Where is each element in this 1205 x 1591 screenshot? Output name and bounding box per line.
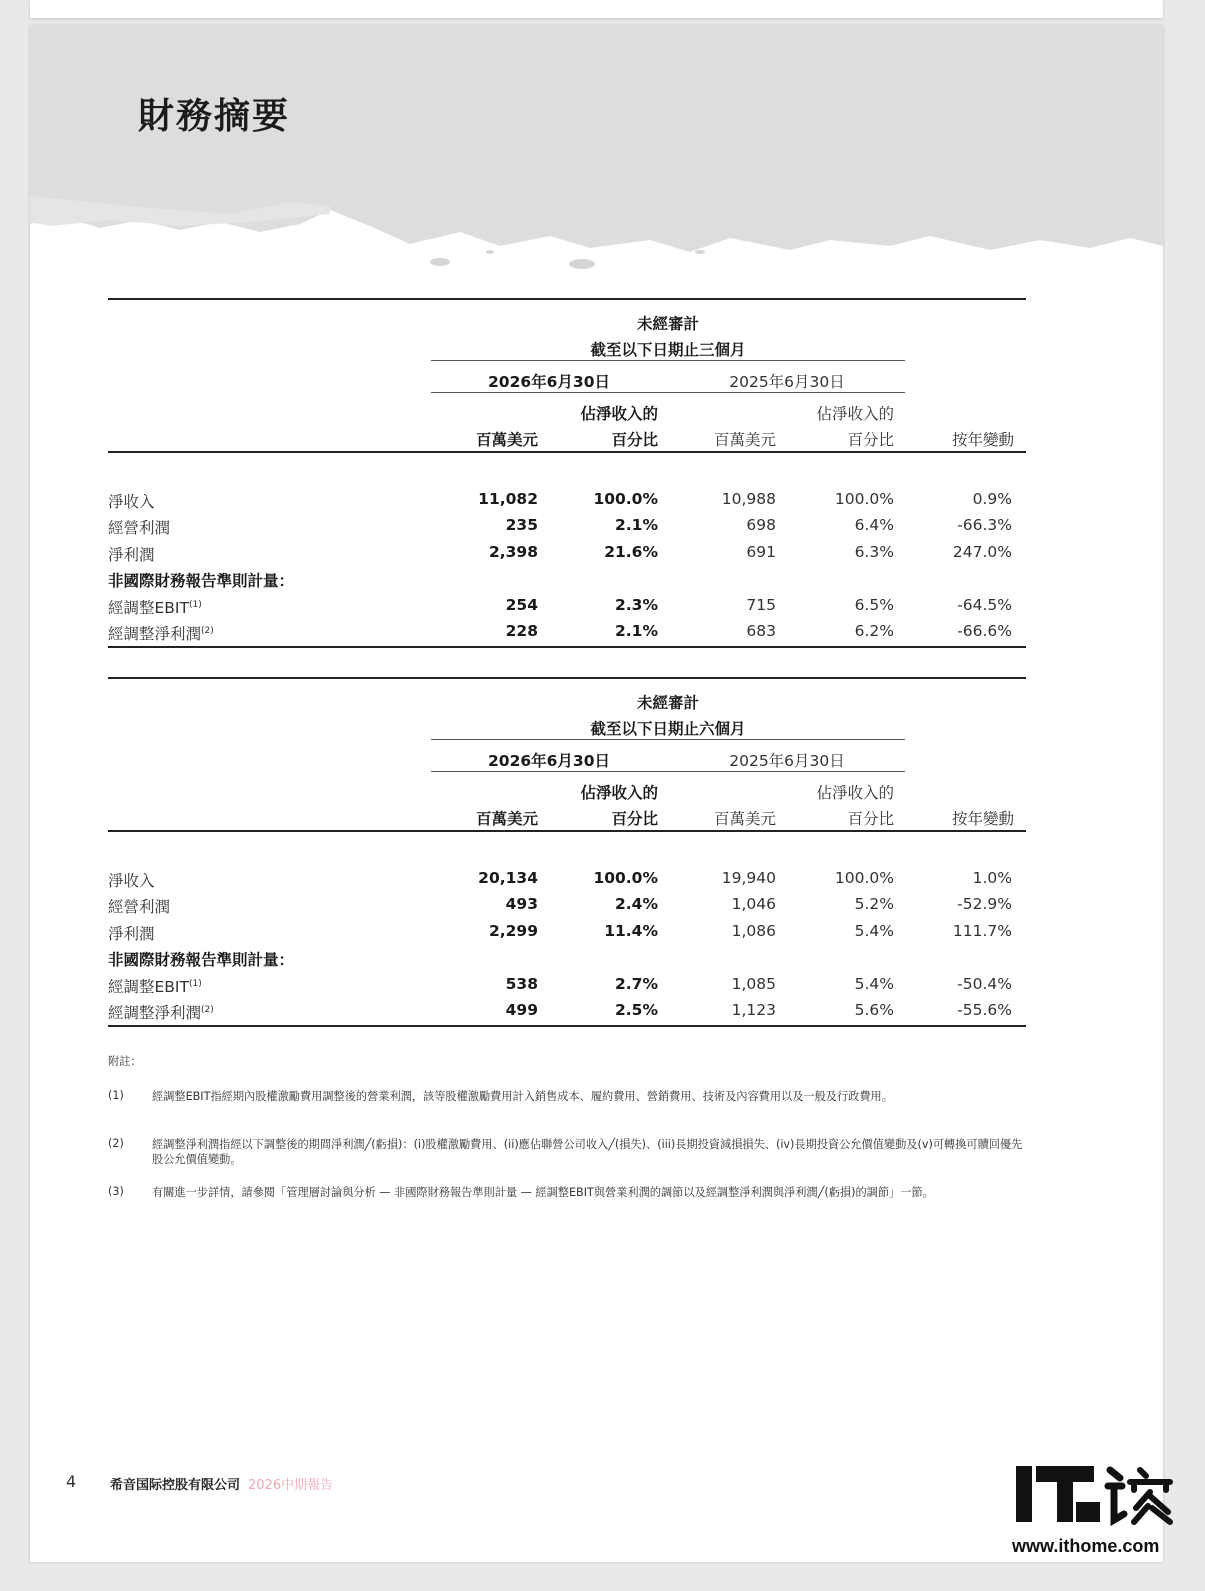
header-pct-line1: 佔淨收入的 <box>816 784 894 802</box>
financial-table-three-months <box>108 298 1026 650</box>
cell-usd-prior: 1,086 <box>731 921 776 940</box>
cell-pct-prior: 6.3% <box>854 542 894 561</box>
cell-pct-prior: 6.5% <box>854 595 894 614</box>
row-label <box>108 490 155 512</box>
cell-usd-prior: 715 <box>746 595 776 614</box>
cell-yoy: 247.0% <box>952 542 1012 561</box>
cell-yoy: -52.9% <box>957 895 1012 914</box>
note-number: (2) <box>108 1137 124 1150</box>
note-text: 經調整EBIT指經期內股權激勵費用調整後的營業利潤，該等股權激勵費用計入銷售成本、履約費用、營銷費用、技術及內容費用以及一般及行政費用。 <box>152 1090 893 1103</box>
note-text: 經調整淨利潤指經以下調整後的期間淨利潤╱(虧損)：(i)股權激勵費用、(ii)應佔聯營公司收入╱(損失)、(iii)長期投資減損損失、(iv)長期投資公允價值變動及(v)可轉換可贖回優先股公允價值變動。 <box>152 1138 1023 1166</box>
cell-usd-prior: 10,988 <box>721 490 776 508</box>
cell-usd-current: 493 <box>505 895 538 914</box>
cell-yoy: 1.0% <box>972 869 1012 887</box>
cell-yoy: -66.6% <box>957 622 1012 640</box>
footnote-ref: (1) <box>188 978 202 989</box>
header-pct-line1: 佔淨收入的 <box>816 405 894 423</box>
cell-pct-current: 2.1% <box>615 622 658 640</box>
header-usd: 百萬美元 <box>475 810 538 828</box>
cell-pct-prior: 5.6% <box>854 1001 894 1019</box>
table-bottom-rule <box>108 1025 1026 1027</box>
cell-pct-current: 2.1% <box>615 516 658 535</box>
footnote-ref: (1) <box>188 599 202 610</box>
cell-pct-prior: 100.0% <box>834 869 894 887</box>
row-label-text: 淨利潤 <box>108 545 155 564</box>
row-label <box>108 516 170 538</box>
cell-yoy: -50.4% <box>957 974 1012 993</box>
row-label <box>108 869 155 891</box>
row-label-text: 經調整淨利潤 <box>108 625 202 643</box>
header-period: 截至以下日期止三個月 <box>590 341 746 359</box>
footnote-ref: (2) <box>201 1004 214 1015</box>
header-year-prior: 2025年6月30日 <box>729 373 845 391</box>
row-label-text: 淨收入 <box>108 493 155 511</box>
header-bottom-rule <box>108 451 1026 453</box>
notes-heading: 附註： <box>108 1055 142 1068</box>
page-title: 財務摘要 <box>138 96 291 137</box>
financial-table-six-months <box>108 677 1026 1029</box>
header-divider <box>431 771 905 772</box>
header-unaudited: 未經審計 <box>636 315 699 333</box>
row-label <box>108 895 170 917</box>
header-period: 截至以下日期止六個月 <box>590 720 746 738</box>
report-name: 2026中期報告 <box>248 1478 334 1493</box>
row-label-text: 淨利潤 <box>108 924 155 943</box>
row-label-text: 經調整EBIT <box>108 598 189 617</box>
header-usd: 百萬美元 <box>713 431 776 449</box>
cell-usd-prior: 1,046 <box>731 895 776 914</box>
cell-pct-current: 100.0% <box>593 490 658 508</box>
note-text: 有關進一步詳情，請參閱「管理層討論與分析 — 非國際財務報告準則計量 — 經調整EBIT與營業利潤的調節以及經調整淨利潤與淨利潤╱(虧損)的調節」一節。 <box>152 1186 934 1199</box>
cell-usd-prior: 1,085 <box>731 974 776 993</box>
cell-pct-current: 2.4% <box>615 895 658 914</box>
section-label: 非國際財務報告準則計量： <box>108 951 295 970</box>
header-pct-line1: 佔淨收入的 <box>580 405 658 423</box>
company-name: 希音国际控股有限公司 <box>110 1478 241 1493</box>
row-label <box>108 975 202 997</box>
footnote-ref: (2) <box>201 625 214 636</box>
header-usd: 百萬美元 <box>713 810 776 828</box>
header-unaudited: 未經審計 <box>636 694 699 712</box>
header-divider <box>431 360 905 361</box>
header-usd: 百萬美元 <box>475 431 538 449</box>
cell-yoy: -55.6% <box>957 1001 1012 1019</box>
cell-pct-current: 2.3% <box>615 595 658 614</box>
table-bottom-rule <box>108 646 1026 648</box>
cell-usd-prior: 691 <box>746 542 776 561</box>
cell-pct-current: 2.5% <box>615 1001 658 1019</box>
row-label-text: 經營利潤 <box>108 898 171 917</box>
row-label <box>108 596 202 618</box>
cell-pct-current: 11.4% <box>604 921 658 940</box>
header-divider <box>431 739 905 740</box>
cell-pct-prior: 5.2% <box>854 895 894 914</box>
header-pct-line2: 百分比 <box>611 431 658 449</box>
row-label <box>108 1001 214 1023</box>
cell-usd-prior: 698 <box>746 516 776 535</box>
cell-usd-current: 538 <box>505 974 538 993</box>
note-number: (3) <box>108 1185 124 1198</box>
cell-pct-current: 2.7% <box>615 974 658 993</box>
table-top-rule <box>108 298 1026 300</box>
cell-usd-current: 235 <box>505 516 538 535</box>
cell-usd-current: 2,299 <box>488 921 538 940</box>
cell-pct-prior: 100.0% <box>834 490 894 508</box>
header-year-current: 2026年6月30日 <box>488 752 610 770</box>
header-year-current: 2026年6月30日 <box>488 373 610 391</box>
cell-pct-current: 100.0% <box>593 869 658 887</box>
cell-yoy: 0.9% <box>972 490 1012 508</box>
row-label <box>108 622 214 644</box>
cell-usd-prior: 1,123 <box>731 1001 776 1019</box>
header-year-prior: 2025年6月30日 <box>729 752 845 770</box>
cell-usd-current: 228 <box>505 622 538 640</box>
header-pct-line2: 百分比 <box>611 810 658 828</box>
cell-pct-prior: 5.4% <box>854 921 894 940</box>
header-divider <box>431 392 905 393</box>
row-label-text: 經調整EBIT <box>108 977 189 996</box>
cell-usd-current: 499 <box>505 1001 538 1019</box>
cell-pct-prior: 6.4% <box>854 516 894 535</box>
row-label-text: 經調整淨利潤 <box>108 1004 202 1022</box>
row-label-text: 經營利潤 <box>108 519 171 538</box>
cell-usd-current: 2,398 <box>488 542 538 561</box>
cell-usd-prior: 19,940 <box>721 869 776 887</box>
cell-pct-prior: 6.2% <box>854 622 894 640</box>
header-pct-line2: 百分比 <box>847 810 894 828</box>
table-top-rule <box>108 677 1026 679</box>
header-yoy: 按年變動 <box>951 431 1014 449</box>
cell-pct-current: 21.6% <box>604 542 658 561</box>
row-label-text: 淨收入 <box>108 872 155 890</box>
note-number: (1) <box>108 1089 124 1102</box>
previous-page-edge <box>30 0 1163 18</box>
watermark-url: www.ithome.com <box>1012 1536 1160 1556</box>
cell-pct-prior: 5.4% <box>854 974 894 993</box>
cell-usd-current: 254 <box>505 595 538 614</box>
header-pct-line1: 佔淨收入的 <box>580 784 658 802</box>
page-number: 4 <box>66 1472 77 1491</box>
cell-usd-current: 20,134 <box>478 869 538 887</box>
section-label: 非國際財務報告準則計量： <box>108 572 295 591</box>
cell-usd-current: 11,082 <box>478 490 538 508</box>
header-bottom-rule <box>108 830 1026 832</box>
header-pct-line2: 百分比 <box>847 431 894 449</box>
row-label <box>108 922 155 944</box>
cell-yoy: -64.5% <box>957 595 1012 614</box>
cell-yoy: -66.3% <box>957 516 1012 535</box>
cell-usd-prior: 683 <box>746 622 776 640</box>
cell-yoy: 111.7% <box>952 921 1012 940</box>
header-yoy: 按年變動 <box>951 810 1014 828</box>
row-label <box>108 543 155 565</box>
brush-banner <box>30 26 1163 316</box>
